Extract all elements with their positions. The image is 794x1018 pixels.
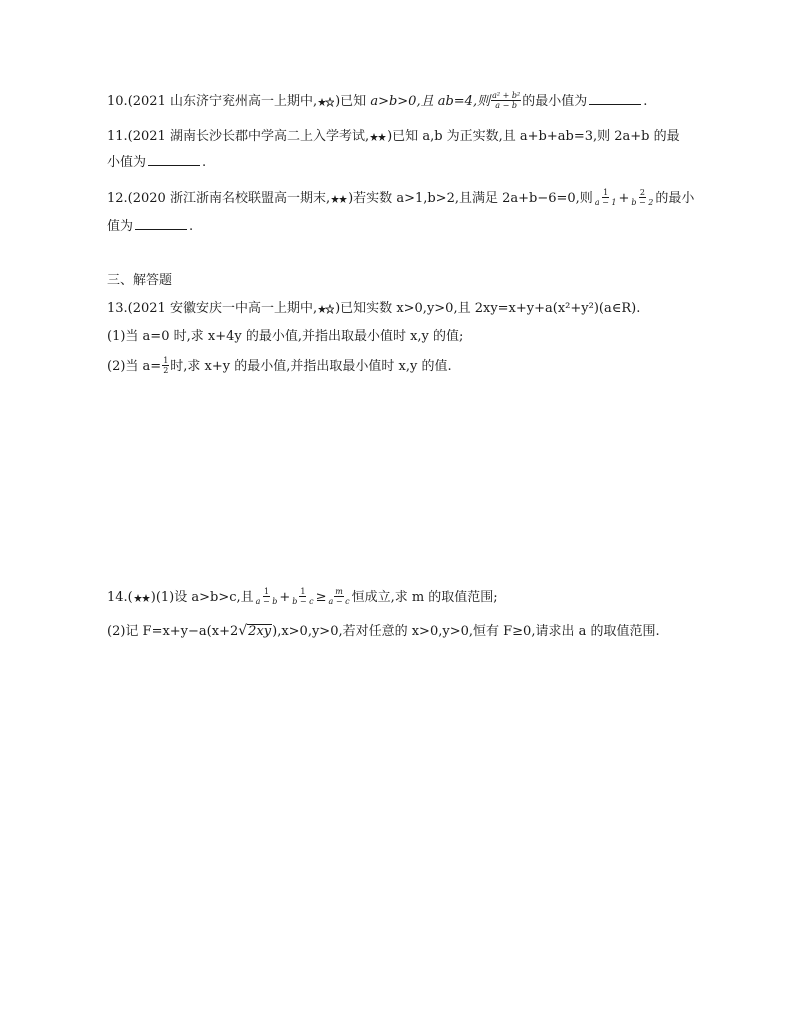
q14-ge: ≥: [315, 590, 327, 605]
question-13-part2: [107, 357, 452, 376]
difficulty-stars-icon: [318, 304, 334, 314]
question-12-line2: [107, 217, 193, 236]
q12-frac1-numerator: 1: [603, 188, 609, 197]
q14-f2-denominator: b − c: [292, 597, 314, 606]
q12-end: .: [189, 219, 194, 234]
q10-fraction: [491, 91, 521, 110]
q14-f1-numerator: 1: [263, 587, 270, 596]
q14-plus: +: [279, 590, 291, 605]
q14-start: 14.(: [107, 590, 133, 605]
q10-number: 10.: [107, 94, 128, 109]
q12-fraction-2: [630, 188, 654, 207]
q11-line2: 小值为: [107, 155, 147, 170]
q10-tail: 的最小值为: [522, 94, 588, 109]
sqrt-symbol: √: [238, 623, 248, 639]
q14-f2-numerator: 1: [300, 587, 306, 596]
difficulty-stars-icon: [134, 593, 150, 603]
q14-f3-denominator: a − c: [328, 597, 350, 606]
question-11-line2: [107, 153, 206, 172]
q10-source: (2021 山东济宁兖州高一上期中,: [127, 94, 318, 109]
q13-half-numerator: 1: [163, 356, 169, 365]
difficulty-stars-icon: [318, 97, 334, 107]
q12-frac2-denominator: b − 2: [631, 198, 654, 207]
q10-answer-blank[interactable]: [589, 92, 641, 105]
q12-text: )若实数 a>1,b>2,且满足 2a+b−6=0,则: [348, 191, 593, 206]
q14-fraction-1: [255, 587, 279, 606]
q13-part2-end: 时,求 x+y 的最小值,并指出取最小值时 x,y 的值.: [170, 359, 452, 374]
difficulty-stars-icon: [370, 132, 386, 142]
q10-condition: a>b>0,且 ab=4,则: [370, 94, 491, 109]
q11-source: 11.(2021 湖南长沙长郡中学高二上入学考试,: [107, 129, 370, 144]
q10-frac-denominator: a − b: [495, 101, 517, 110]
q13-half-denominator: 2: [163, 366, 169, 375]
question-14-line2: [107, 622, 660, 641]
q10-frac-numerator: a² + b²: [492, 91, 521, 100]
q12-plus: +: [618, 191, 630, 206]
question-11-line1: [107, 128, 680, 146]
q14-part2-end: ),x>0,y>0,若对任意的 x>0,y>0,恒有 F≥0,请求出 a 的取值范围.: [272, 624, 660, 639]
question-10: [107, 92, 647, 111]
q12-fraction-1: [594, 188, 618, 207]
q12-line2: 值为: [107, 219, 134, 234]
q14-part1: )(1)设 a>b>c,且: [150, 590, 254, 605]
q14-line1-tail: 恒成立,求 m 的取值范围;: [351, 590, 498, 605]
q13-source: 13.(2021 安徽安庆一中高一上期中,: [107, 301, 318, 316]
q14-part2-start: (2)记 F=x+y−a(x+2: [107, 624, 239, 639]
question-13-line1: [107, 300, 640, 318]
q12-tail: 的最小: [655, 191, 695, 206]
q14-f1-denominator: a − b: [255, 597, 278, 606]
q14-fraction-3: [328, 587, 351, 606]
question-13-part1: (1)当 a=0 时,求 x+4y 的最小值,并指出取最小值时 x,y 的值;: [107, 329, 464, 344]
section-heading: 三、解答题: [107, 273, 173, 288]
difficulty-stars-icon: [331, 194, 347, 204]
q14-fraction-2: [291, 587, 314, 606]
q14-f3-numerator: m: [335, 587, 343, 596]
q10-after-source: )已知: [335, 94, 367, 109]
q10-end: .: [643, 94, 648, 109]
q11-end: .: [202, 155, 207, 170]
question-14-line1: [107, 588, 498, 607]
q11-text: )已知 a,b 为正实数,且 a+b+ab=3,则 2a+b 的最: [387, 129, 680, 144]
q12-frac1-denominator: a − 1: [594, 198, 617, 207]
q12-source: 12.(2020 浙江浙南名校联盟高一期末,: [107, 191, 331, 206]
q13-half-fraction: [162, 356, 169, 375]
q13-text: )已知实数 x>0,y>0,且 2xy=x+y+a(x²+y²)(a∈R).: [335, 301, 641, 316]
q12-frac2-numerator: 2: [639, 188, 645, 197]
q11-answer-blank[interactable]: [148, 153, 200, 166]
q14-sqrt-argument: 2xy: [248, 624, 272, 639]
question-12-line1: [107, 189, 694, 208]
q13-part2-start: (2)当 a=: [107, 359, 162, 374]
q12-answer-blank[interactable]: [135, 217, 187, 230]
